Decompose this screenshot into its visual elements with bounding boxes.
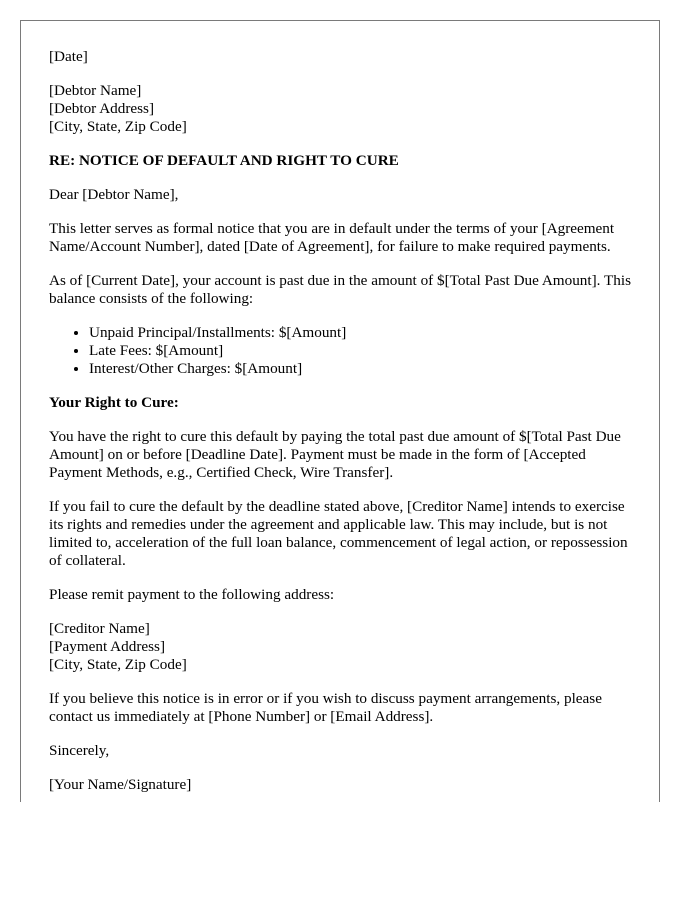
salutation: Dear [Debtor Name], bbox=[49, 186, 179, 203]
intro-paragraph: This letter serves as formal notice that you are in default under the terms of your [Agreement Name/Account Number], dated [Date of Agreement], for failure to make required payments. bbox=[49, 220, 615, 255]
list-item: • Late Fees: $[Amount] bbox=[89, 342, 639, 360]
list-item: • Unpaid Principal/Installments: $[Amount] bbox=[89, 324, 639, 342]
creditor-address-block bbox=[49, 620, 639, 674]
creditor-city-line: [City, State, Zip Code] bbox=[49, 656, 187, 673]
debtor-address-line: [Debtor Address] bbox=[49, 100, 155, 117]
list-item: • Interest/Other Charges: $[Amount] bbox=[89, 360, 639, 378]
letter-date: [Date] bbox=[49, 48, 88, 65]
letter-body bbox=[49, 48, 639, 802]
debtor-name-line: [Debtor Name] bbox=[49, 82, 142, 99]
letter-page bbox=[20, 20, 660, 802]
debtor-address-block bbox=[49, 82, 639, 136]
payment-address-line: [Payment Address] bbox=[49, 638, 165, 655]
charges-list bbox=[49, 324, 639, 378]
cure-paragraph: You have the right to cure this default by paying the total past due amount of $[Total Past Due Amount] on or before [Deadline Date]. Payment must be made in the form of [Accepted Payment Methods, e.g., Certified Check, Wire Transfer]. bbox=[49, 428, 621, 481]
consequence-paragraph: If you fail to cure the default by the deadline stated above, [Creditor Name] intends to exercise its rights and remedies under the agreement and applicable law. This may include, but is not limited to, acceleration of the full loan balance, commencement of legal action, or repossession of collateral. bbox=[49, 498, 628, 569]
contact-paragraph: If you believe this notice is in error or if you wish to discuss payment arrangements, please contact us immediately at [Phone Number] or [Email Address]. bbox=[49, 690, 602, 725]
debtor-city-line: [City, State, Zip Code] bbox=[49, 118, 187, 135]
creditor-name-line: [Creditor Name] bbox=[49, 620, 150, 637]
letter-subject: RE: NOTICE OF DEFAULT AND RIGHT TO CURE bbox=[49, 152, 399, 169]
closing: Sincerely, bbox=[49, 742, 110, 759]
balance-paragraph: As of [Current Date], your account is past due in the amount of $[Total Past Due Amount]. This balance consists of the following: bbox=[49, 272, 631, 307]
signature-line: [Your Name/Signature] bbox=[49, 776, 192, 793]
remit-paragraph: Please remit payment to the following address: bbox=[49, 586, 335, 603]
cure-heading: Your Right to Cure: bbox=[49, 394, 179, 411]
